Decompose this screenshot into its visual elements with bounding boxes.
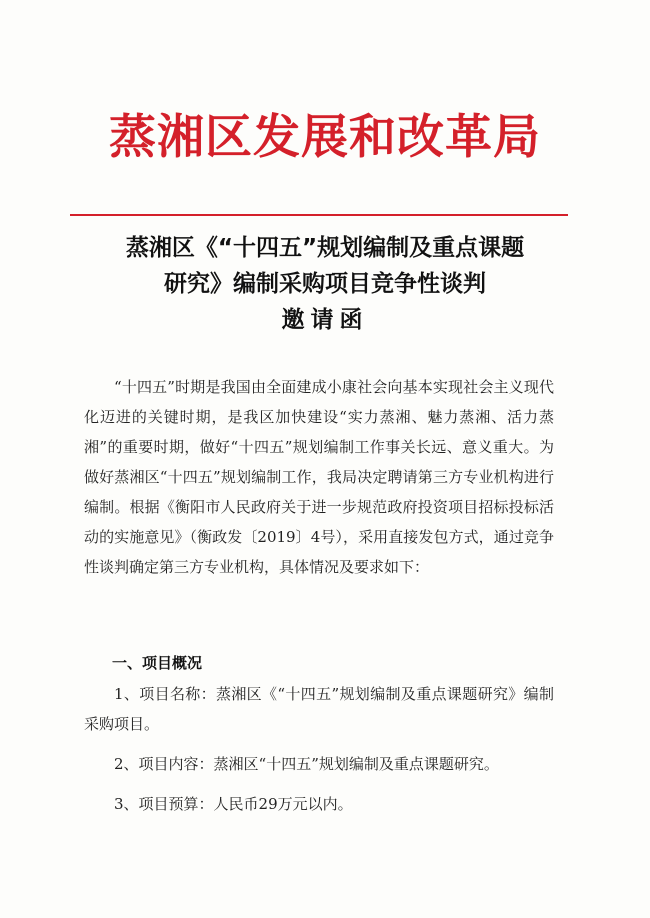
section-heading-project-overview: 一、项目概况 xyxy=(112,654,203,672)
red-header-divider xyxy=(70,214,568,216)
body-text xyxy=(84,372,554,582)
list-item-project-name: 1、项目名称：蒸湘区《“十四五”规划编制及重点课题研究》编制采购项目。 xyxy=(84,685,554,733)
list-item-project-budget: 3、项目预算：人民币29万元以内。 xyxy=(114,795,353,813)
project-overview-list xyxy=(84,679,554,829)
title-line-3: 邀请函 xyxy=(281,307,369,333)
intro-paragraph: “十四五”时期是我国由全面建成小康社会向基本实现社会主义现代化迈进的关键时期，是我区加快建设“实力蒸湘、魅力蒸湘、活力蒸湘”的重要时期，做好“十四五”规划编制工作事关长远、意义重大。为做好蒸湘区“十四五”规划编制工作，我局决定聘请第三方专业机构进行编制。根据《衡阳市人民政府关于进一步规范政府投资项目招标投标活动的实施意见》（衡政发〔2019〕4号），采用直接发包方式，通过竞争性谈判确定第三方专业机构，具体情况及要求如下： xyxy=(84,378,554,576)
title-line-1: 蒸湘区《“十四五”规划编制及重点课题 xyxy=(125,235,525,261)
list-item-project-content: 2、项目内容：蒸湘区“十四五”规划编制及重点课题研究。 xyxy=(114,755,499,773)
agency-header-title: 蒸湘区发展和改革局 xyxy=(109,110,541,165)
document-title xyxy=(60,230,590,338)
title-line-2: 研究》编制采购项目竞争性谈判 xyxy=(164,271,486,297)
